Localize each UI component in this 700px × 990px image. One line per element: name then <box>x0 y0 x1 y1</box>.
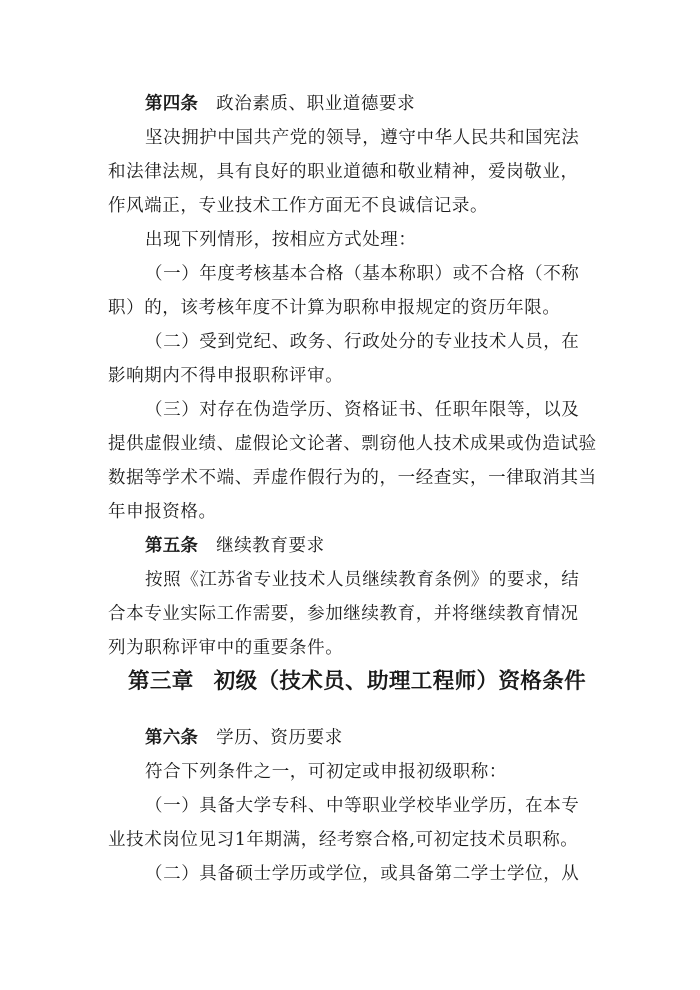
article-4-heading <box>145 92 415 116</box>
article-6-number: 第六条 <box>145 728 199 748</box>
paragraph-line: （三）对存在伪造学历、资格证书、任职年限等，以及 <box>145 400 580 420</box>
article-6-title: 学历、资历要求 <box>216 728 343 748</box>
chapter-3-number: 第三章 <box>128 669 194 694</box>
chapter-3-title: 初级（技术员、助理工程师）资格条件 <box>213 669 587 694</box>
article-5-number: 第五条 <box>145 536 199 556</box>
paragraph-line: （二）受到党纪、政务、行政处分的专业技术人员，在 <box>145 332 580 352</box>
paragraph-line: 业技术岗位见习1年期满，经考察合格,可初定技术员职称。 <box>108 830 579 850</box>
article-4-number: 第四条 <box>145 94 199 114</box>
paragraph-line: 出现下列情形，按相应方式处理： <box>145 230 417 250</box>
paragraph-line: 符合下列条件之一，可初定或申报初级职称： <box>145 762 507 782</box>
paragraph-line: （一）具备大学专科、中等职业学校毕业学历，在本专 <box>145 796 580 816</box>
paragraph-line: 合本专业实际工作需要，参加继续教育，并将继续教育情况 <box>108 604 579 624</box>
paragraph-line: 列为职称评审中的重要条件。 <box>108 638 344 658</box>
paragraph-line: 职）的，该考核年度不计算为职称申报规定的资历年限。 <box>108 298 561 318</box>
paragraph-line: 年申报资格。 <box>108 502 217 522</box>
paragraph-line: （一）年度考核基本合格（基本称职）或不合格（不称 <box>145 264 580 284</box>
paragraph-line: 作风端正，专业技术工作方面无不良诚信记录。 <box>108 196 489 216</box>
article-5-title: 继续教育要求 <box>216 536 325 556</box>
article-5-heading <box>145 534 325 558</box>
article-6-heading <box>145 726 343 750</box>
chapter-3-heading <box>128 667 586 697</box>
article-4-title: 政治素质、职业道德要求 <box>216 94 416 114</box>
paragraph-line: 影响期内不得申报职称评审。 <box>108 366 344 386</box>
paragraph-line: 提供虚假业绩、虚假论文论著、剽窃他人技术成果或伪造试验 <box>108 434 597 454</box>
paragraph-line: 和法律法规，具有良好的职业道德和敬业精神，爱岗敬业， <box>108 162 579 182</box>
paragraph-line: 数据等学术不端、弄虚作假行为的，一经查实，一律取消其当 <box>108 468 597 488</box>
paragraph-line: 按照《江苏省专业技术人员继续教育条例》的要求，结 <box>145 570 580 590</box>
paragraph-line: 坚决拥护中国共产党的领导，遵守中华人民共和国宪法 <box>145 128 580 148</box>
paragraph-line: （二）具备硕士学历或学位，或具备第二学士学位，从 <box>145 864 580 884</box>
